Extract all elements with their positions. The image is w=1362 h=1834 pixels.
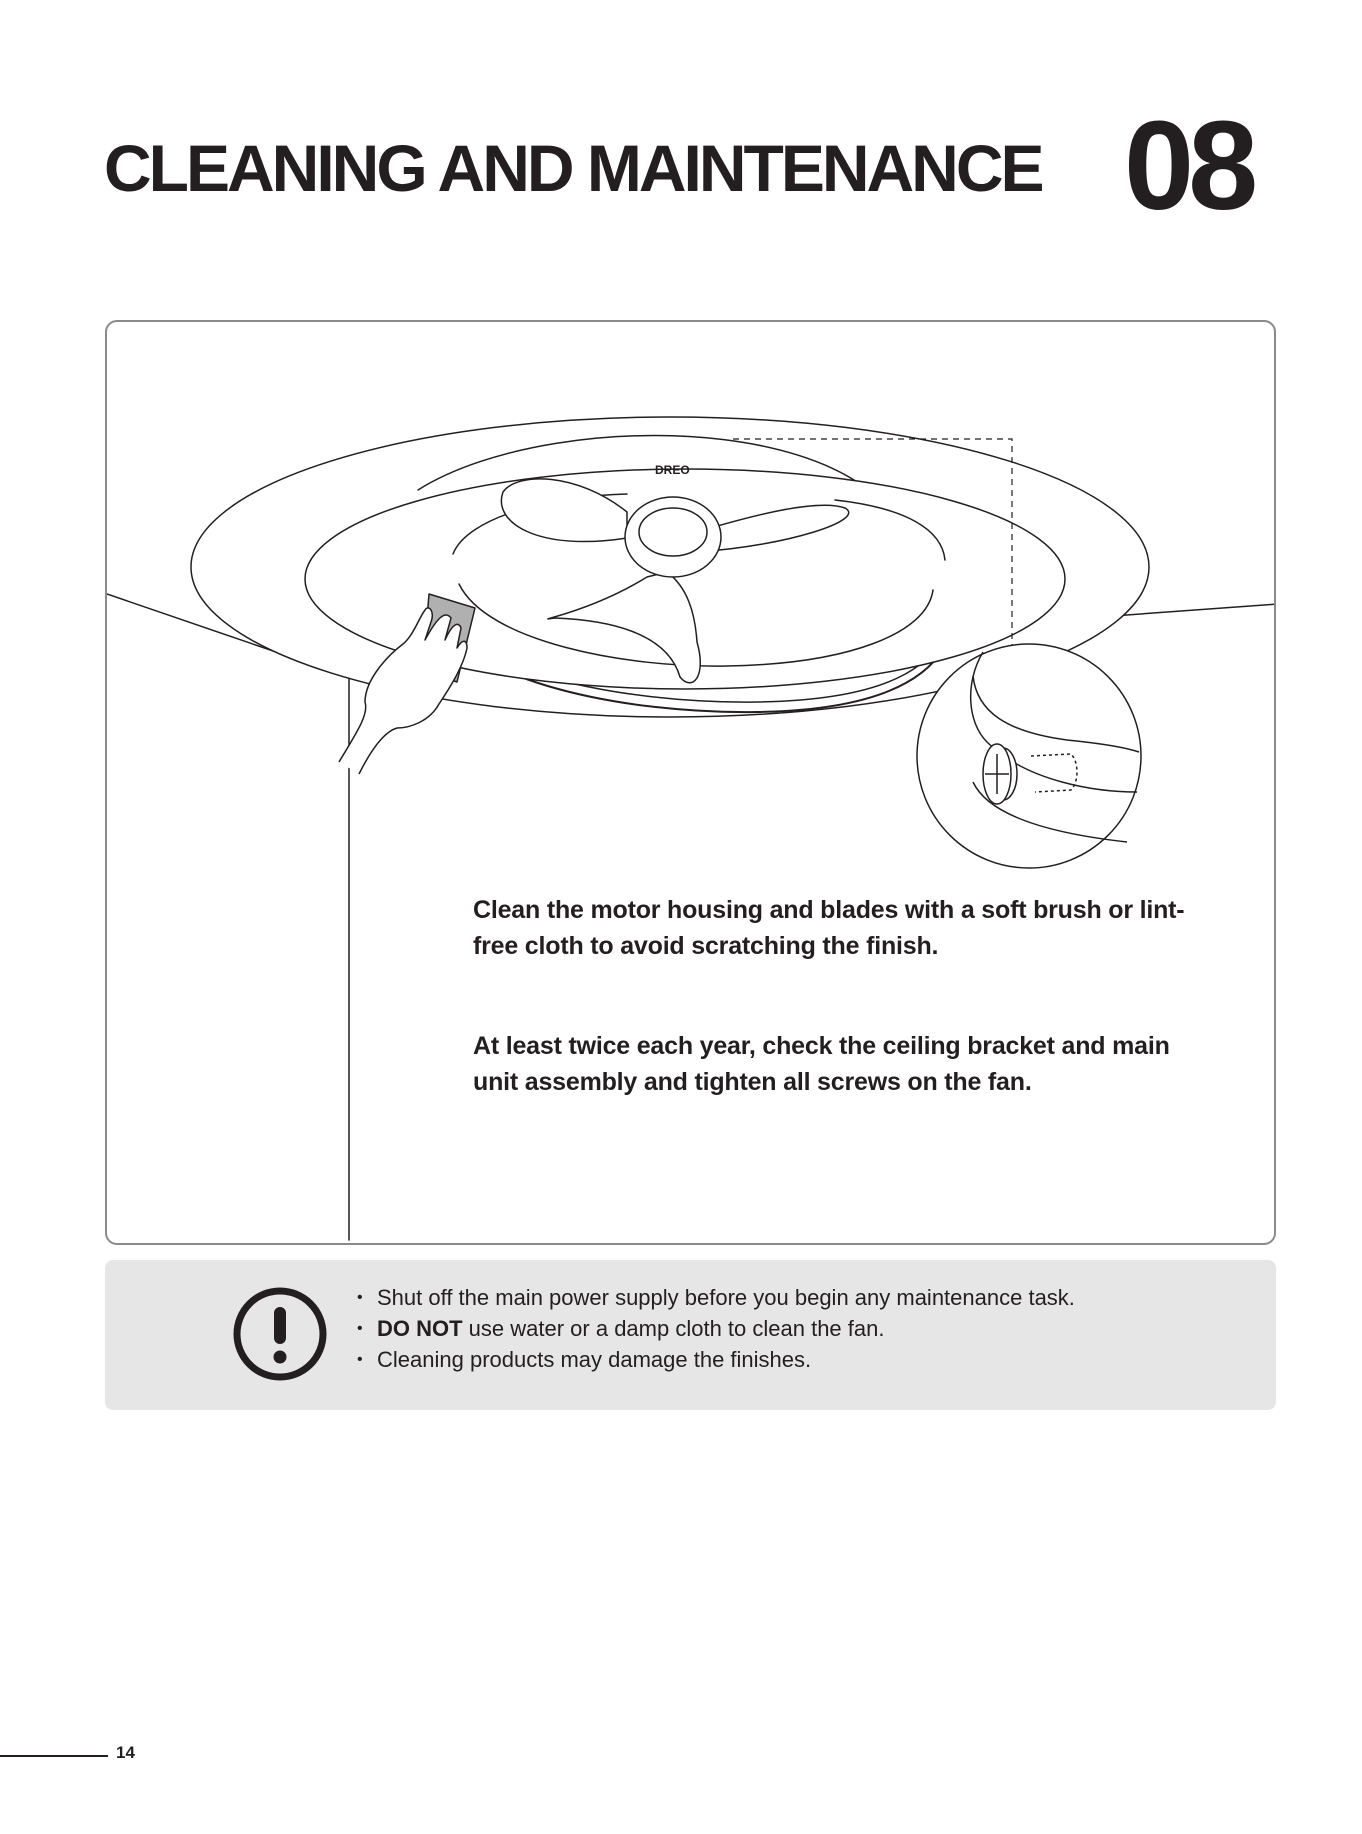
screw-detail-circle	[917, 644, 1141, 868]
warning-note	[105, 1260, 1276, 1410]
illustration-panel	[105, 320, 1276, 1245]
do-not-emphasis: DO NOT	[377, 1316, 463, 1341]
brand-logo: DREO	[655, 463, 690, 477]
exclamation-circle-icon	[231, 1285, 329, 1383]
page-title: CLEANING AND MAINTENANCE	[104, 131, 1042, 205]
cleaning-instruction: Clean the motor housing and blades with a soft brush or lint-free cloth to avoid scratching the finish.	[473, 896, 1185, 960]
note-list	[357, 1282, 1075, 1375]
chapter-number: 08	[1124, 95, 1253, 236]
note-item: • DO NOT use water or a damp cloth to clean the fan.	[357, 1313, 1075, 1344]
note-item: • Cleaning products may damage the finishes.	[357, 1344, 1075, 1375]
tightening-instruction: At least twice each year, check the ceiling bracket and main unit assembly and tighten all screws on the fan.	[473, 1032, 1170, 1096]
wall-corner-line	[107, 594, 349, 1240]
page-number: 14	[116, 1743, 135, 1762]
ceiling-fan-illustration	[107, 322, 1276, 1245]
footer-rule	[0, 1755, 108, 1757]
note-item: • Shut off the main power supply before you begin any maintenance task.	[357, 1282, 1075, 1313]
